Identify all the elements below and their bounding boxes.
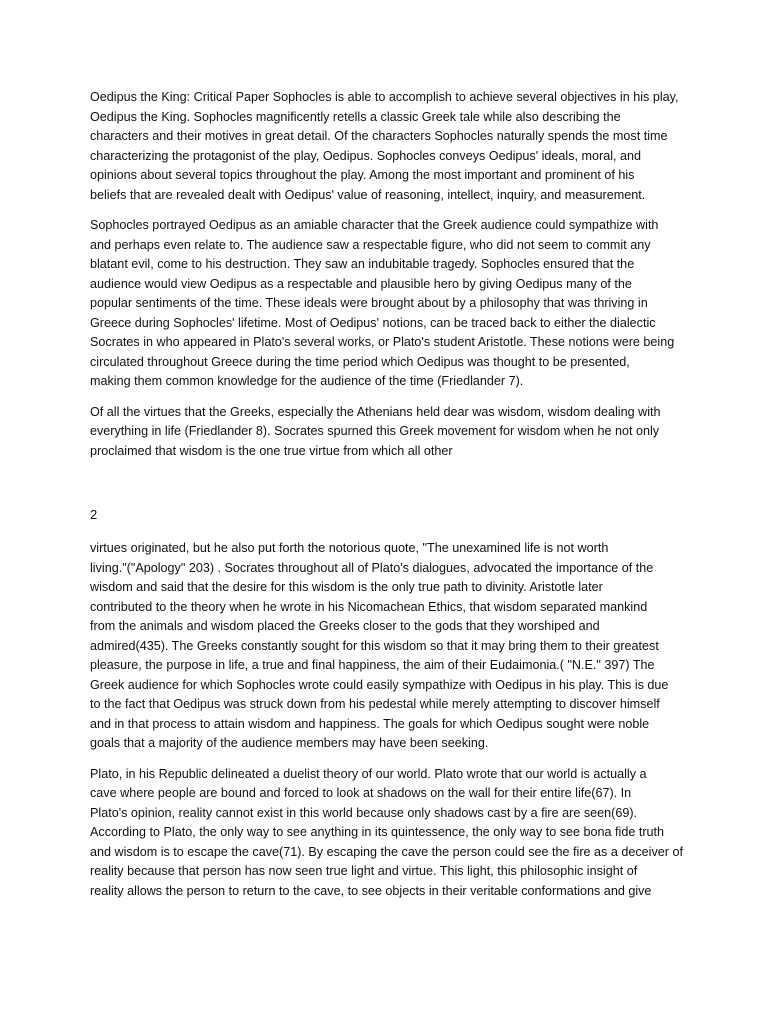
document-page-2 bbox=[90, 539, 690, 912]
paragraph-wisdom: virtues originated, but he also put forth the notorious quote, "The unexamined life is not worth living."("Apology" 203) . Socrates throughout all of Plato's dialogues, advocated the importance of the wisdom and said that the desire for this wisdom is the only true path to divinity. Aristotle later contributed to the theory when he wrote in his Nicomachean Ethics, that wisdom separated mankind from the animals and wisdom placed the Greeks closer to the gods that they worshiped and admired(435). The Greeks constantly sought for this wisdom so that it may bring them to their greatest pleasure, the purpose in life, a true and final happiness, the aim of their Eudaimonia.( "N.E." 397) The Greek audience for which Sophocles wrote could easily sympathize with Oedipus in his play. This is due to the fact that Oedipus was struck down from his pedestal while merely attempting to discover himself and in that process to attain wisdom and happiness. The goals for which Oedipus sought were noble goals that a majority of the audience members may have been seeking. bbox=[90, 541, 669, 750]
paragraph-virtues: Of all the virtues that the Greeks, especially the Athenians held dear was wisdom, wisdom dealing with everything in life (Friedlander 8). Socrates spurned this Greek movement for wisdom when he not only proclaimed that wisdom is the one true virtue from which all other bbox=[90, 404, 661, 458]
page-number: 2 bbox=[90, 507, 98, 522]
paragraph-intro: Oedipus the King: Critical Paper Sophocles is able to accomplish to achieve several objectives in his play, Oedipus the King. Sophocles magnificently retells a classic Greek tale while also describing the characters and their motives in great detail. Of the characters Sophocles naturally spends the most time characterizing the protagonist of the play, Oedipus. Sophocles conveys Oedipus' ideals, moral, and opinions about several topics throughout the play. Among the most important and prominent of his beliefs that are revealed dealt with Oedipus' value of reasoning, intellect, inquiry, and measurement. bbox=[90, 90, 679, 202]
paragraph-plato-cave: Plato, in his Republic delineated a duelist theory of our world. Plato wrote that our world is actually a cave where people are bound and forced to look at shadows on the wall for their entire life(67). In Plato's opinion, reality cannot exist in this world because only shadows cast by a fire are seen(69). According to Plato, the only way to see anything in its quintessence, the only way to see bona fide truth and wisdom is to escape the cave(71). By escaping the cave the person could see the fire as a deceiver of reality because that person has now seen true light and virtue. This light, this philosophic insight of reality allows the person to return to the cave, to see objects in their veritable conformations and give bbox=[90, 766, 683, 898]
document-page-1 bbox=[90, 88, 690, 472]
paragraph-oedipus-character: Sophocles portrayed Oedipus as an amiable character that the Greek audience could sympathize with and perhaps even relate to. The audience saw a respectable figure, who did not seem to commit any blatant evil, come to his destruction. They saw an indubitable tragedy. Sophocles ensured that the audience would view Oedipus as a respectable and plausible hero by giving Oedipus many of the popular sentiments of the time. These ideals were brought about by a philosophy that was thriving in Greece during Sophocles' lifetime. Most of Oedipus' notions, can be traced back to either the dialectic Socrates in who appeared in Plato's several works, or Plato's student Aristotle. These notions were being circulated throughout Greece during the time period which Oedipus was thought to be presented, making them common knowledge for the audience of the time (Friedlander 7). bbox=[90, 218, 675, 388]
